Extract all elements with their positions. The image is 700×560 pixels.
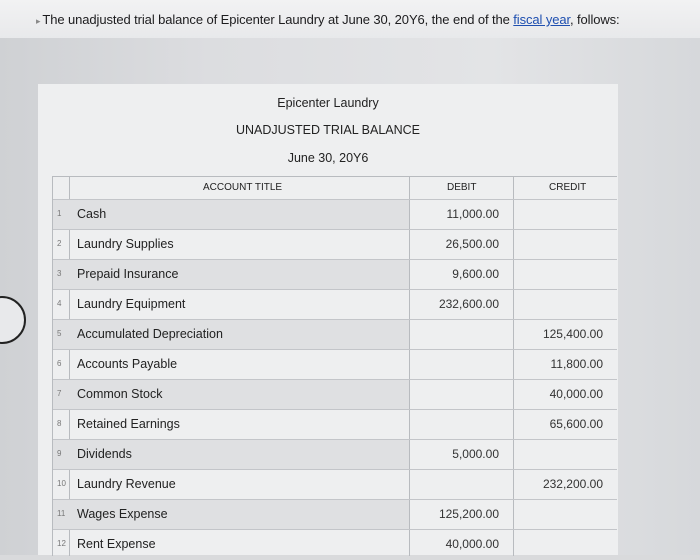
bullet-arrow-icon: ▸ bbox=[36, 16, 41, 26]
account-title: Laundry Revenue bbox=[77, 477, 176, 491]
row-number: 8 bbox=[57, 419, 62, 428]
account-title: Retained Earnings bbox=[77, 417, 180, 431]
row-number: 5 bbox=[57, 329, 62, 338]
table-row bbox=[53, 529, 617, 560]
account-title: Common Stock bbox=[77, 387, 163, 401]
account-title: Laundry Supplies bbox=[77, 237, 174, 251]
account-title: Laundry Equipment bbox=[77, 297, 186, 311]
trial-balance-table bbox=[52, 176, 617, 556]
account-title: Cash bbox=[77, 207, 107, 221]
account-title-header: ACCOUNT TITLE bbox=[203, 182, 283, 193]
question-text bbox=[36, 12, 620, 27]
debit-amount[interactable]: 232,600.00 bbox=[438, 297, 499, 311]
debit-amount[interactable]: 5,000.00 bbox=[452, 447, 499, 461]
row-number: 2 bbox=[57, 239, 62, 248]
table-row bbox=[53, 349, 617, 380]
account-title: Accounts Payable bbox=[77, 357, 178, 371]
debit-amount[interactable]: 26,500.00 bbox=[445, 237, 499, 251]
table-row bbox=[53, 439, 617, 470]
fiscal-year-link[interactable]: fiscal year bbox=[513, 12, 570, 27]
row-number: 6 bbox=[57, 359, 62, 368]
table-row bbox=[53, 229, 617, 260]
credit-amount[interactable]: 11,800.00 bbox=[550, 357, 603, 371]
debit-amount[interactable]: 11,000.00 bbox=[446, 207, 499, 221]
row-number: 4 bbox=[57, 299, 62, 308]
table-row bbox=[53, 259, 617, 290]
company-name: Epicenter Laundry bbox=[277, 96, 379, 110]
account-cell bbox=[53, 200, 409, 230]
account-title: Dividends bbox=[77, 447, 132, 461]
row-number: 10 bbox=[57, 479, 66, 488]
credit-amount[interactable]: 65,600.00 bbox=[549, 417, 603, 431]
account-title: Prepaid Insurance bbox=[77, 267, 179, 281]
credit-amount[interactable]: 232,200.00 bbox=[542, 477, 603, 491]
table-row bbox=[53, 319, 617, 350]
question-text-end: , follows: bbox=[570, 12, 620, 27]
table-row bbox=[53, 409, 617, 440]
report-date: June 30, 20Y6 bbox=[287, 151, 369, 165]
debit-amount[interactable]: 40,000.00 bbox=[445, 537, 499, 551]
row-number: 12 bbox=[57, 539, 66, 548]
debit-header: DEBIT bbox=[447, 182, 477, 193]
row-number: 1 bbox=[57, 209, 62, 218]
table-row bbox=[53, 199, 617, 230]
table-row bbox=[53, 499, 617, 530]
question-bar bbox=[0, 0, 700, 38]
row-number: 3 bbox=[57, 269, 62, 278]
credit-header: CREDIT bbox=[549, 182, 587, 193]
account-title: Wages Expense bbox=[77, 507, 168, 521]
credit-amount[interactable]: 125,400.00 bbox=[542, 327, 603, 341]
table-row bbox=[53, 469, 617, 500]
account-title: Rent Expense bbox=[77, 537, 156, 551]
report-title: UNADJUSTED TRIAL BALANCE bbox=[235, 123, 421, 137]
debit-amount[interactable]: 125,200.00 bbox=[438, 507, 499, 521]
table-row bbox=[53, 289, 617, 320]
account-title: Accumulated Depreciation bbox=[77, 327, 223, 341]
row-number: 7 bbox=[57, 389, 62, 398]
question-text-start: The unadjusted trial balance of Epicenter Laundry at June 30, 20Y6, the end of the bbox=[42, 12, 514, 27]
table-row bbox=[53, 379, 617, 410]
credit-amount[interactable]: 40,000.00 bbox=[549, 387, 603, 401]
debit-amount[interactable]: 9,600.00 bbox=[452, 267, 499, 281]
row-number: 9 bbox=[57, 449, 62, 458]
row-number: 11 bbox=[57, 509, 66, 518]
